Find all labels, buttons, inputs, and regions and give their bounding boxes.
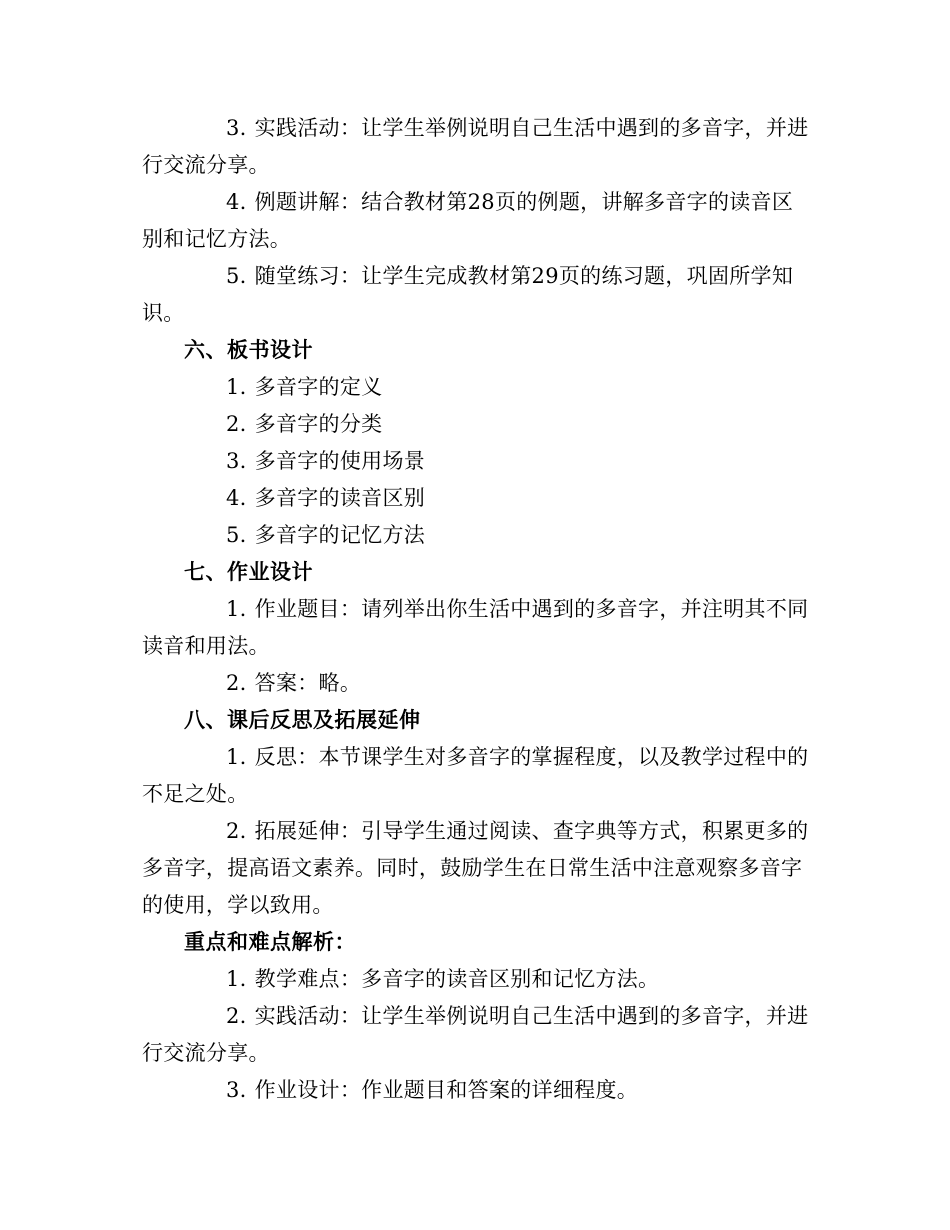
section-heading: 七、作业设计 xyxy=(184,560,313,584)
item-text: 多音字的读音区别 xyxy=(254,486,426,510)
list-item xyxy=(142,110,812,184)
item-number: 2. xyxy=(226,1004,247,1028)
item-text: 反思：本节课学生对多音字的掌握程度，以及教学过程中的不足之处。 xyxy=(142,745,809,806)
item-text: 教学难点：多音字的读音区别和记忆方法。 xyxy=(254,967,660,991)
document-page xyxy=(142,110,812,1109)
item-number: 3. xyxy=(226,1078,247,1102)
list-item xyxy=(142,443,812,480)
item-number: 2. xyxy=(226,819,247,843)
list-item xyxy=(142,1072,812,1109)
section-heading: 八、课后反思及拓展延伸 xyxy=(184,708,421,732)
list-item xyxy=(142,517,812,554)
list-item xyxy=(142,739,812,813)
list-item xyxy=(142,998,812,1072)
item-number: 4. xyxy=(226,190,247,214)
item-text: 作业题目：请列举出你生活中遇到的多音字，并注明其不同读音和用法。 xyxy=(142,597,809,658)
item-text: 作业设计：作业题目和答案的详细程度。 xyxy=(254,1078,639,1102)
list-item xyxy=(142,369,812,406)
item-text: 多音字的定义 xyxy=(254,375,383,399)
section-heading: 六、板书设计 xyxy=(184,338,313,362)
item-text: 多音字的使用场景 xyxy=(254,449,426,473)
section-heading: 重点和难点解析： xyxy=(184,930,356,954)
list-item xyxy=(142,961,812,998)
item-text: 多音字的记忆方法 xyxy=(254,523,426,547)
list-item xyxy=(142,813,812,924)
item-text: 实践活动：让学生举例说明自己生活中遇到的多音字，并进行交流分享。 xyxy=(142,116,809,177)
item-text: 多音字的分类 xyxy=(254,412,383,436)
list-item xyxy=(142,591,812,665)
item-text: 拓展延伸：引导学生通过阅读、查字典等方式，积累更多的多音字，提高语文素养。同时，鼓励学生在日常生活中注意观察多音字的使用，学以致用。 xyxy=(142,819,809,917)
item-number: 3. xyxy=(226,116,247,140)
item-number: 2. xyxy=(226,671,247,695)
item-text: 答案：略。 xyxy=(254,671,362,695)
item-number: 2. xyxy=(226,412,247,436)
list-item xyxy=(142,258,812,332)
list-item xyxy=(142,406,812,443)
list-item xyxy=(142,480,812,517)
item-text: 随堂练习：让学生完成教材第29页的练习题，巩固所学知识。 xyxy=(142,264,794,325)
list-item xyxy=(142,184,812,258)
list-item xyxy=(142,665,812,702)
item-number: 1. xyxy=(226,967,247,991)
item-number: 3. xyxy=(226,449,247,473)
item-text: 实践活动：让学生举例说明自己生活中遇到的多音字，并进行交流分享。 xyxy=(142,1004,809,1065)
item-number: 5. xyxy=(226,523,247,547)
item-number: 1. xyxy=(226,597,247,621)
item-number: 1. xyxy=(226,745,247,769)
item-number: 1. xyxy=(226,375,247,399)
item-text: 例题讲解：结合教材第28页的例题，讲解多音字的读音区别和记忆方法。 xyxy=(142,190,794,251)
item-number: 5. xyxy=(226,264,247,288)
item-number: 4. xyxy=(226,486,247,510)
